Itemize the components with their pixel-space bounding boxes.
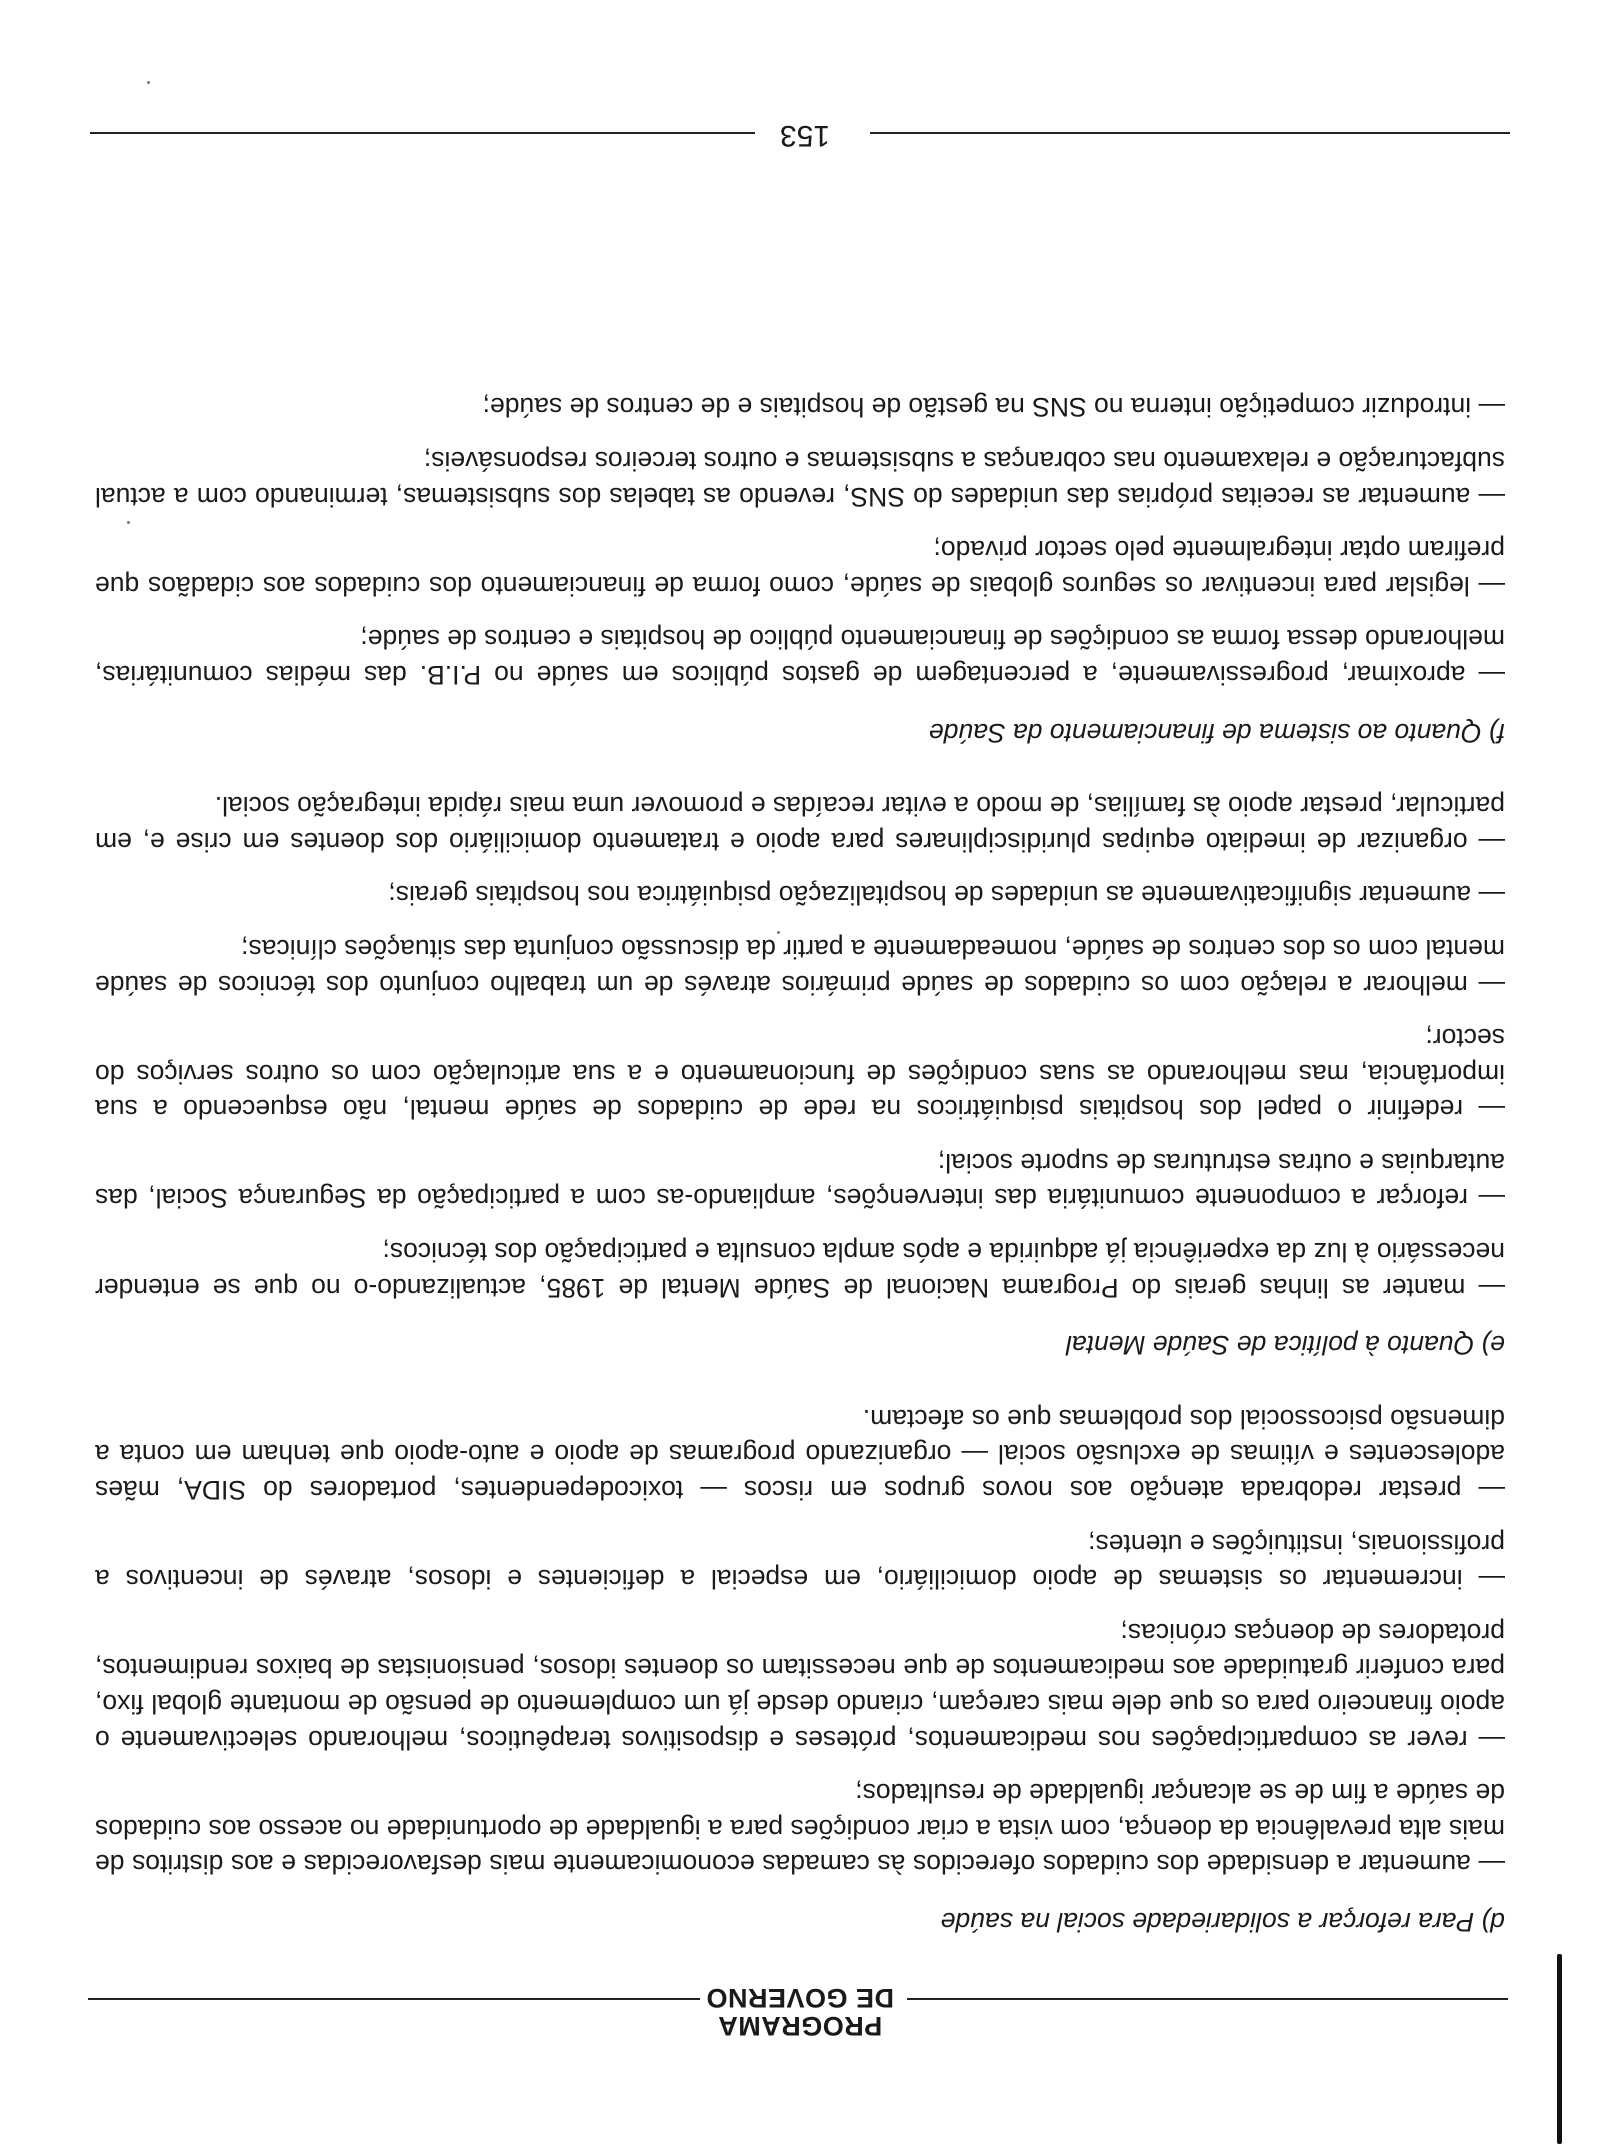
list-item: — redefinir o papel dos hospitais psiquiátricos na rede de cuidados de saúde mental, não esquecendo a sua importância, mas melhorando as suas condições de funcionamento e a sua articulação com os outros serviços do sector; [95,1023,1505,1125]
list-item: — aumentar significativamente as unidades de hospitalização psiquiátrica nos hospitais gerais; [388,880,1505,911]
list-item: — aproximar, progressivamente, a percentagem de gastos públicos em saúde no P.I.B. das médias comunitárias, melhorando dessa forma as condições de financiamento público de hospitais e centros de saúde; [95,624,1505,690]
list-item: — prestar redobrada atenção aos novos grupos em riscos — toxicodependentes, portadores do SIDA, mães adolescentes e vítimas de exclusão social — organizando programas de apoio e auto-apoio que tenham em conta a dimensão psicossocial dos problemas que os afectam. [95,1403,1505,1506]
scan-speck [777,931,780,934]
section-f [95,389,1505,750]
list-item: — organizar de imediato equipas pluridisciplinares para apoio e tratamento domiciliário dos doentes em crise e, em particular, prestar apoio às famílias, de modo a evitar recaídas e promover uma mais rápida integração social. [95,791,1505,857]
section-heading: f) Quanto ao sistema de financiamento da Saúde [929,717,1505,748]
scan-speck [127,521,130,524]
masthead-rule-left [907,1998,1508,2000]
body-text [95,371,1505,1939]
list-item: — aumentar a densidade dos cuidados oferecidos às camadas economicamente mais desfavorecidas e aos distritos de mais alta prevalência da doença, com vista a criar condições para a igualdade de oportunidade no acesso aos cuidados de saúde a fim de se alcançar igualdade de resultados; [95,1778,1505,1880]
section-heading: d) Para reforçar a solidariedade social na saúde [940,1907,1505,1937]
page-number: 153 [779,119,831,152]
masthead [0,1970,1600,2040]
list-item: — rever as comparticipações nos medicamentos, próteses e dispositivos terapêuticos, melhorando selectivamente o apoio financeiro para os que dele mais careçam, criando desde já um complemento de pensão de montante global fixo, para conferir gratuidade aos medicamentos de que necessitam os doentes idosos, pensionistas de baixos rendimentos, protadores de doenças crónicas; [95,1617,1505,1755]
list-item: — introduzir competição interna no SNS na gestão de hospitais e de centros de saúde; [482,392,1505,423]
section-heading: e) Quanto à política de Saúde Mental [1065,1330,1505,1361]
list-item: — manter as linhas gerais do Programa Nacional de Saúde Mental de 1985, actualizando-o no que se entender necessário à luz da experiência já adquirida e após ampla consulta e participação dos técnicos; [95,1237,1505,1303]
masthead-rule-right [88,1998,700,2000]
page-footer [0,114,1600,154]
section-e [95,788,1505,1363]
list-item: — legislar para incentivar os seguros globais de saúde, como forma de financiamento dos cuidados aos cidadãos que prefiram optar integralmente pelo sector privado; [95,535,1505,601]
footer-rule-right [90,132,755,134]
scan-speck [147,81,150,84]
footer-rule-left [870,132,1510,134]
logo-line-2: DE GOVERNO [705,1983,895,2013]
list-item: — aumentar as receitas próprias das unidades do SNS, revendo as tabelas dos subsistemas, terminando com a actual subfacturação e relaxamento nas cobranças a subsistemas e outros terceiros responsáveis; [95,446,1505,512]
list-item: — incrementar os sistemas de apoio domiciliário, em especial a deficientes e idosos, através de incentivos a profissionais, instituições e utentes; [95,1528,1505,1595]
list-item: — reforçar a componente comunitária das intervenções, ampliando-as com a participação da Segurança Social, das autarquias e outras estruturas de suporte social; [95,1147,1505,1214]
logo-line-1: PROGRAMA [717,2011,883,2041]
programa-de-governo-logo [705,1984,895,2040]
list-item: — melhorar a relação com os cuidados de saúde primários através de um trabalho conjunto dos técnicos de saúde mental com os dos centros de saúde, nomeadamente a partir da discussão conjunta das situações clínicas; [95,933,1505,1000]
section-d [95,1400,1505,1939]
